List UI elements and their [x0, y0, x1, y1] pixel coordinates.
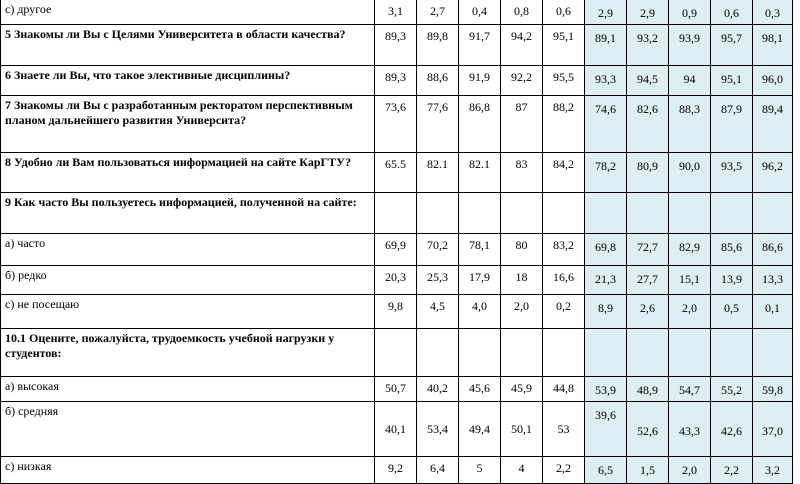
- value-cell: 93,3: [585, 66, 627, 96]
- value-cell: [627, 329, 669, 377]
- value-cell: 82,6: [627, 96, 669, 153]
- row-label: б) средняя: [1, 402, 375, 457]
- value-cell: 42,6: [711, 402, 753, 457]
- value-cell: 89,1: [585, 25, 627, 66]
- row-label: 7 Знакомы ли Вы с разработанным ректоратом перспективным планом дальнейшего развития Университа?: [1, 96, 375, 153]
- value-cell: 2,0: [669, 295, 711, 329]
- value-cell: 25,3: [417, 266, 459, 295]
- value-cell: [375, 193, 417, 234]
- value-cell: [753, 329, 793, 377]
- value-cell: [459, 193, 501, 234]
- value-cell: 9,8: [375, 295, 417, 329]
- value-cell: 98,1: [753, 25, 793, 66]
- value-cell: 16,6: [543, 266, 585, 295]
- table-body: [1, 0, 793, 484]
- value-cell: 50,1: [501, 402, 543, 457]
- value-cell: 2,9: [585, 0, 627, 25]
- value-cell: 69,9: [375, 234, 417, 266]
- value-cell: 87: [501, 96, 543, 153]
- table-row-question-7: [1, 96, 793, 153]
- value-cell: 2,0: [669, 457, 711, 484]
- value-cell: 69,8: [585, 234, 627, 266]
- value-cell: 43,3: [669, 402, 711, 457]
- value-cell: 2,6: [627, 295, 669, 329]
- value-cell: 2,2: [543, 457, 585, 484]
- value-cell: 95,1: [543, 25, 585, 66]
- value-cell: 89,4: [753, 96, 793, 153]
- value-cell: 4,0: [459, 295, 501, 329]
- row-label: с) не посещаю: [1, 295, 375, 329]
- value-cell: [501, 329, 543, 377]
- value-cell: 49,4: [459, 402, 501, 457]
- value-cell: 0,4: [459, 0, 501, 25]
- value-cell: 5: [459, 457, 501, 484]
- value-cell: [585, 193, 627, 234]
- value-cell: [753, 193, 793, 234]
- value-cell: [669, 193, 711, 234]
- value-cell: 0,3: [753, 0, 793, 25]
- value-cell: 44,8: [543, 377, 585, 402]
- value-cell: 94,2: [501, 25, 543, 66]
- value-cell: 72,7: [627, 234, 669, 266]
- value-cell: 2,2: [711, 457, 753, 484]
- value-cell: 2,7: [417, 0, 459, 25]
- value-cell: 74,6: [585, 96, 627, 153]
- value-cell: 0,8: [501, 0, 543, 25]
- value-cell: 21,3: [585, 266, 627, 295]
- value-cell: 4: [501, 457, 543, 484]
- value-cell: 40,2: [417, 377, 459, 402]
- value-cell: 88,3: [669, 96, 711, 153]
- value-cell: 89,3: [375, 66, 417, 96]
- value-cell: 1,5: [627, 457, 669, 484]
- value-cell: 88,2: [543, 96, 585, 153]
- row-label: с) низкая: [1, 457, 375, 484]
- value-cell: 18: [501, 266, 543, 295]
- value-cell: [417, 193, 459, 234]
- value-cell: 0,2: [543, 295, 585, 329]
- value-cell: 73,6: [375, 96, 417, 153]
- value-cell: [711, 329, 753, 377]
- value-cell: 53: [543, 402, 585, 457]
- value-cell: 2,0: [501, 295, 543, 329]
- value-cell: 83: [501, 153, 543, 193]
- value-cell: [627, 193, 669, 234]
- value-cell: [711, 193, 753, 234]
- row-label: а) часто: [1, 234, 375, 266]
- value-cell: 88,6: [417, 66, 459, 96]
- value-cell: 85,6: [711, 234, 753, 266]
- table-row-option-low: [1, 457, 793, 484]
- value-cell: 54,7: [669, 377, 711, 402]
- row-label: 10.1 Оцените, пожалуйста, трудоемкость учебной нагрузки у студентов:: [1, 329, 375, 377]
- value-cell: 4,5: [417, 295, 459, 329]
- value-cell: 65.5: [375, 153, 417, 193]
- value-cell: 6,4: [417, 457, 459, 484]
- table-row-question-5: [1, 25, 793, 66]
- table-row-question-8: [1, 153, 793, 193]
- table-row-option-rarely: [1, 266, 793, 295]
- value-cell: 95,7: [711, 25, 753, 66]
- value-cell: 93,5: [711, 153, 753, 193]
- value-cell: 59,8: [753, 377, 793, 402]
- value-cell: 55,2: [711, 377, 753, 402]
- table-row-option-medium: [1, 402, 793, 457]
- table-row-option-often: [1, 234, 793, 266]
- value-cell: 83,2: [543, 234, 585, 266]
- value-cell: 0,1: [753, 295, 793, 329]
- value-cell: 92,2: [501, 66, 543, 96]
- table-row-question-9: [1, 193, 793, 234]
- value-cell: 0,6: [543, 0, 585, 25]
- value-cell: 45,9: [501, 377, 543, 402]
- row-label: 5 Знакомы ли Вы с Целями Университета в области качества?: [1, 25, 375, 66]
- value-cell: 80: [501, 234, 543, 266]
- value-cell: 77,6: [417, 96, 459, 153]
- table-row-option-high: [1, 377, 793, 402]
- value-cell: 95,1: [711, 66, 753, 96]
- value-cell: 78,2: [585, 153, 627, 193]
- row-label: б) редко: [1, 266, 375, 295]
- value-cell: 39,6: [585, 402, 627, 457]
- value-cell: 9,2: [375, 457, 417, 484]
- value-cell: 53,9: [585, 377, 627, 402]
- value-cell: 27,7: [627, 266, 669, 295]
- value-cell: [375, 329, 417, 377]
- value-cell: 96,2: [753, 153, 793, 193]
- value-cell: 89,3: [375, 25, 417, 66]
- row-label: 8 Удобно ли Вам пользоваться информацией на сайте КарГТУ?: [1, 153, 375, 193]
- value-cell: 93,2: [627, 25, 669, 66]
- value-cell: [501, 193, 543, 234]
- value-cell: 94: [669, 66, 711, 96]
- row-label: а) высокая: [1, 377, 375, 402]
- value-cell: 15,1: [669, 266, 711, 295]
- value-cell: 20,3: [375, 266, 417, 295]
- value-cell: 91,7: [459, 25, 501, 66]
- value-cell: 96,0: [753, 66, 793, 96]
- value-cell: 48,9: [627, 377, 669, 402]
- value-cell: 0,5: [711, 295, 753, 329]
- row-label: с) другое: [1, 0, 375, 25]
- value-cell: 84,2: [543, 153, 585, 193]
- value-cell: [585, 329, 627, 377]
- value-cell: 95,5: [543, 66, 585, 96]
- table-row-option-other: [1, 0, 793, 25]
- value-cell: 13,3: [753, 266, 793, 295]
- value-cell: [543, 193, 585, 234]
- value-cell: 53,4: [417, 402, 459, 457]
- value-cell: 80,9: [627, 153, 669, 193]
- value-cell: 45,6: [459, 377, 501, 402]
- table-row-question-10-1: [1, 329, 793, 377]
- value-cell: 50,7: [375, 377, 417, 402]
- value-cell: 78,1: [459, 234, 501, 266]
- value-cell: 70,2: [417, 234, 459, 266]
- value-cell: 86,6: [753, 234, 793, 266]
- row-label: 9 Как часто Вы пользуетесь информацией, полученной на сайте:: [1, 193, 375, 234]
- value-cell: 0,9: [669, 0, 711, 25]
- value-cell: 52,6: [627, 402, 669, 457]
- value-cell: 17,9: [459, 266, 501, 295]
- value-cell: 40,1: [375, 402, 417, 457]
- value-cell: 89,8: [417, 25, 459, 66]
- value-cell: [669, 329, 711, 377]
- value-cell: 94,5: [627, 66, 669, 96]
- value-cell: 13,9: [711, 266, 753, 295]
- value-cell: 82,9: [669, 234, 711, 266]
- table-row-option-not-visit: [1, 295, 793, 329]
- value-cell: 86,8: [459, 96, 501, 153]
- value-cell: 87,9: [711, 96, 753, 153]
- value-cell: 3,1: [375, 0, 417, 25]
- value-cell: 93,9: [669, 25, 711, 66]
- value-cell: 91,9: [459, 66, 501, 96]
- value-cell: [543, 329, 585, 377]
- value-cell: 0,6: [711, 0, 753, 25]
- value-cell: [417, 329, 459, 377]
- value-cell: 37,0: [753, 402, 793, 457]
- value-cell: 8,9: [585, 295, 627, 329]
- value-cell: 82.1: [417, 153, 459, 193]
- value-cell: 3,2: [753, 457, 793, 484]
- row-label: 6 Знаете ли Вы, что такое элективные дисциплины?: [1, 66, 375, 96]
- value-cell: 6,5: [585, 457, 627, 484]
- value-cell: [459, 329, 501, 377]
- table-row-question-6: [1, 66, 793, 96]
- value-cell: 90,0: [669, 153, 711, 193]
- value-cell: 82.1: [459, 153, 501, 193]
- value-cell: 2,9: [627, 0, 669, 25]
